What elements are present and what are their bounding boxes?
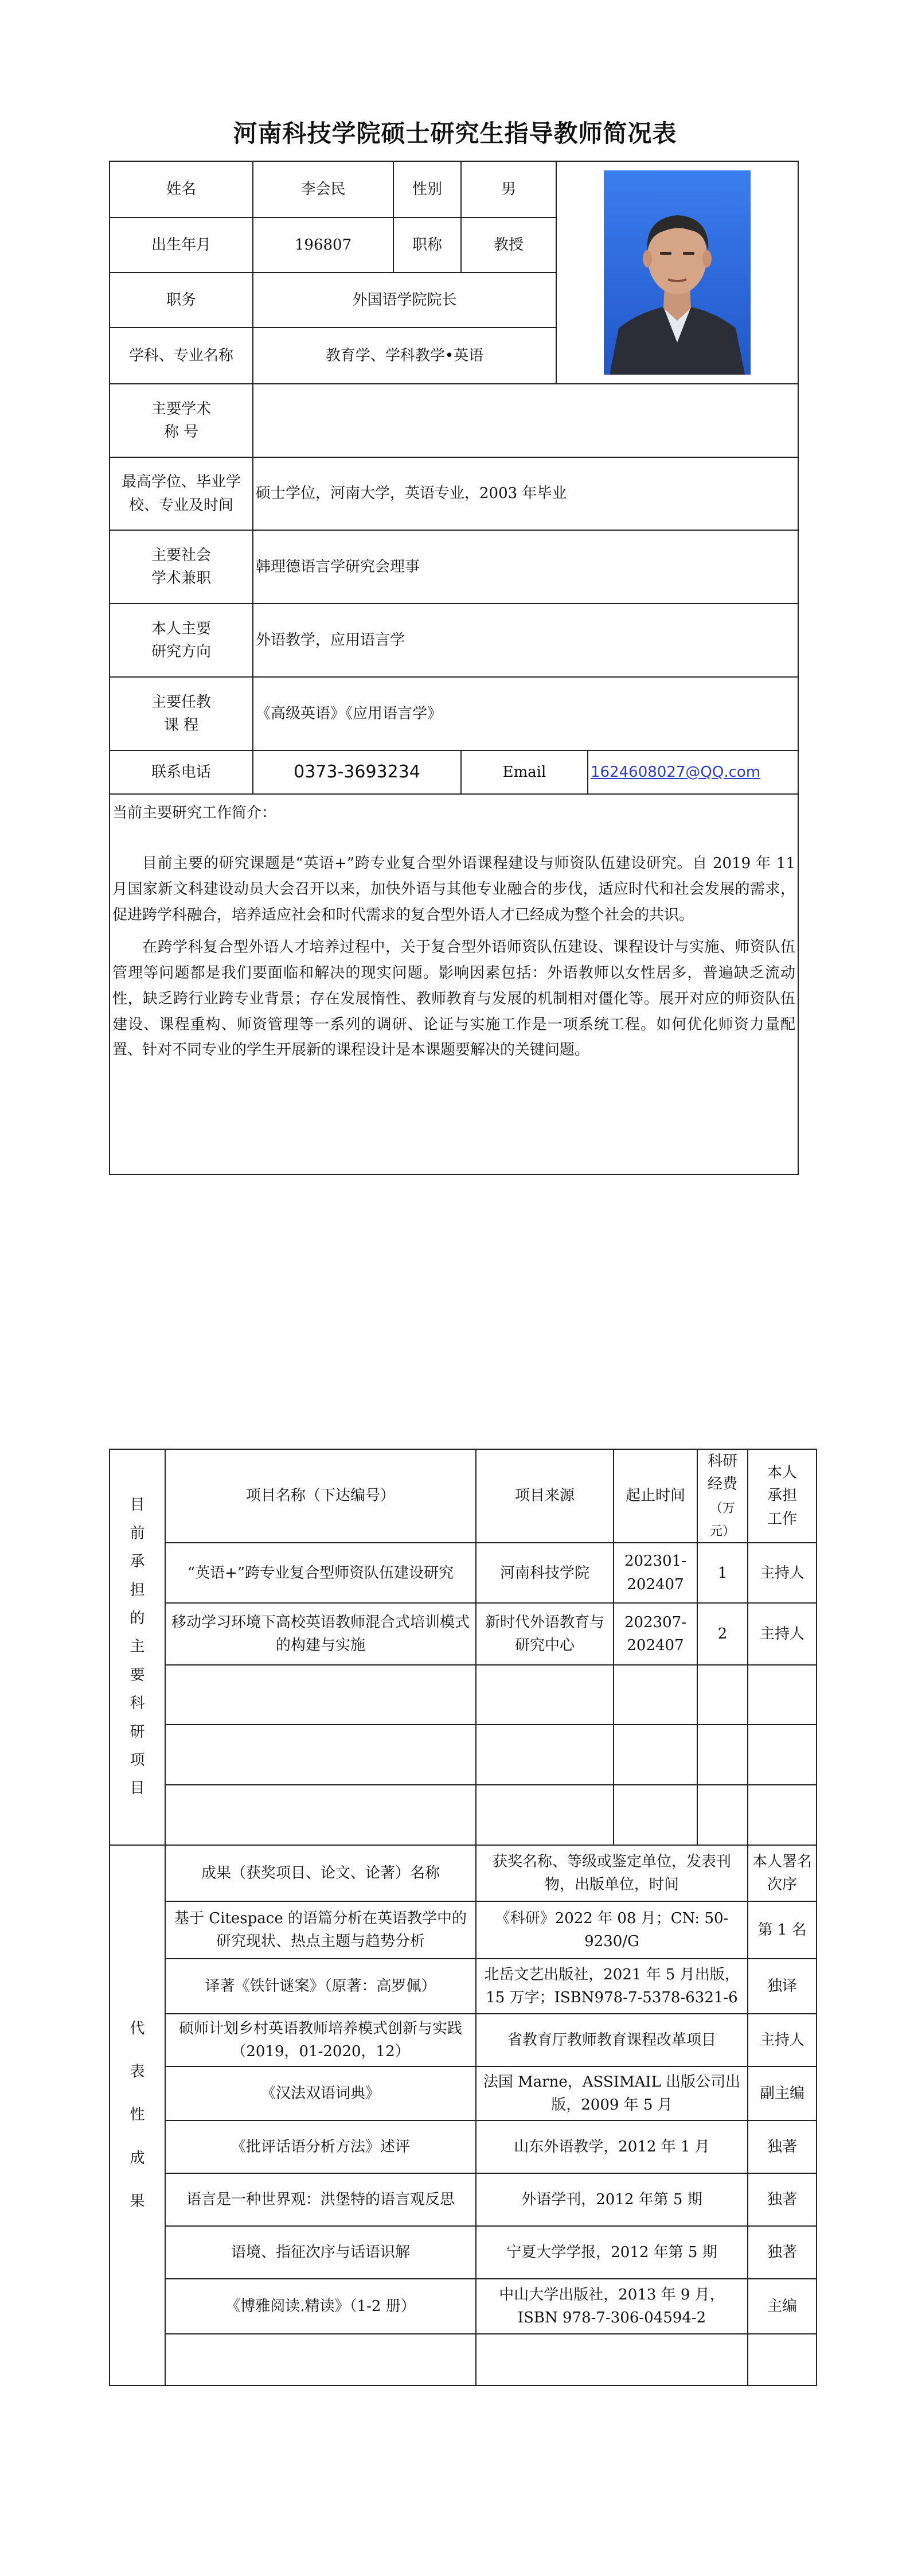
projects-label-char: 主	[130, 1638, 145, 1656]
achievements-label-char: 表	[130, 2063, 145, 2081]
courses-label-line2: 课 程	[163, 717, 199, 734]
table-row-empty	[110, 1665, 817, 1725]
project-period	[614, 1543, 697, 1603]
projects-label-char: 目	[130, 1496, 145, 1514]
portrait-photo	[604, 170, 751, 375]
research-label-line1: 本人主要	[151, 620, 211, 637]
phone-label: 联系电话	[110, 750, 253, 794]
project-name: 移动学习环境下高校英语教师混合式培训模式的构建与实施	[165, 1603, 476, 1665]
empty-cell	[614, 1665, 697, 1725]
achievements-label-char: 性	[130, 2106, 145, 2124]
projects-label-char: 要	[130, 1666, 145, 1684]
empty-cell	[614, 1725, 697, 1785]
table-row	[110, 2279, 817, 2334]
achievements-label-char: 果	[130, 2193, 145, 2211]
table-row	[110, 1959, 817, 2014]
achievements-label-char: 代	[130, 2019, 145, 2037]
table-row	[110, 2120, 817, 2173]
research-value: 外语教学，应用语言学	[253, 604, 798, 677]
empty-cell	[697, 1665, 748, 1725]
table-row-empty	[110, 1725, 817, 1785]
empty-cell	[748, 1665, 817, 1725]
empty-cell	[476, 1785, 614, 1845]
projects-label-char: 担	[130, 1581, 145, 1599]
projects-header-period: 起止时间	[614, 1449, 697, 1543]
project-source: 河南科技学院	[476, 1543, 614, 1603]
project-period-end: 202407	[627, 1637, 684, 1655]
empty-cell	[476, 1665, 614, 1725]
achievement-order: 独著	[748, 2226, 817, 2279]
research-intro-heading: 当前主要研究工作简介：	[112, 804, 277, 822]
table-row	[110, 1603, 817, 1665]
discipline-value: 教育学、学科教学•英语	[253, 328, 556, 384]
achievement-publisher: 《科研》2022 年 08 月；CN: 50-9230/G	[476, 1901, 748, 1959]
table-row-empty	[110, 2334, 817, 2386]
empty-cell	[697, 1785, 748, 1845]
role-header-line1: 本人	[767, 1464, 797, 1482]
gender-label: 性别	[393, 161, 461, 217]
courses-value: 《高级英语》《应用语言学》	[253, 677, 798, 750]
table-row	[110, 1901, 817, 1959]
name-label: 姓名	[110, 161, 253, 217]
achievement-order: 独著	[748, 2173, 817, 2226]
empty-cell	[476, 2334, 748, 2386]
academic-title-label-line2: 称 号	[163, 423, 199, 441]
degree-label	[110, 457, 253, 530]
projects-label-char: 项	[130, 1751, 145, 1769]
society-label-line1: 主要社会	[151, 546, 211, 564]
achievement-name: 基于 Citespace 的语篇分析在英语教学中的研究现状、热点主题与趋势分析	[165, 1901, 476, 1959]
degree-label-line2: 校、专业及时间	[128, 496, 233, 514]
duty-label: 职务	[110, 273, 253, 328]
empty-cell	[748, 2334, 817, 2386]
society-label	[110, 530, 253, 604]
achievement-publisher: 北岳文艺出版社，2021 年 5 月出版，15 万字；ISBN978-7-5378-6321-6	[476, 1959, 748, 2014]
academic-title-label	[110, 384, 253, 457]
photo-cell	[556, 161, 798, 384]
empty-cell	[614, 1785, 697, 1845]
research-intro-paragraph-2: 在跨学科复合型外语人才培养过程中，关于复合型外语师资队伍建设、课程设计与实施、师资队伍管理等问题都是我们要面临和解决的现实问题。影响因素包括：外语教师以女性居多，普遍缺乏流动性，缺乏跨行业跨专业背景；存在发展惰性、教师教育与发展的机制相对僵化等。展开对应的师资队伍建设、课程重构、师资管理等一系列的调研、论证与实施工作是一项系统工程。如何优化师资力量配置、针对不同专业的学生开展新的课程设计是本课题要解决的关键问题。	[112, 939, 795, 1059]
empty-cell	[748, 1785, 817, 1845]
projects-header-name: 项目名称（下达编号）	[165, 1449, 476, 1543]
table-row	[110, 2014, 817, 2067]
achievement-name: 硕师计划乡村英语教师培养模式创新与实践（2019，01-2020，12）	[165, 2014, 476, 2067]
empty-cell	[165, 1665, 476, 1725]
achievement-publisher: 法国 Marne，ASSIMAIL 出版公司出版，2009 年 5 月	[476, 2067, 748, 2120]
project-role: 主持人	[748, 1603, 817, 1665]
project-period	[614, 1603, 697, 1665]
project-period-end: 202407	[627, 1575, 684, 1593]
achievements-header-name: 成果（获奖项目、论文、论著）名称	[165, 1845, 476, 1901]
table-row	[110, 1543, 817, 1603]
project-name: “英语+”跨专业复合型师资队伍建设研究	[165, 1543, 476, 1603]
phone-value: 0373-3693234	[253, 750, 461, 794]
society-value: 韩理德语言学研究会理事	[253, 530, 798, 604]
degree-label-line1: 最高学位、毕业学	[121, 473, 241, 491]
projects-label-char: 目	[130, 1780, 145, 1797]
achievement-order: 第 1 名	[748, 1901, 817, 1959]
achievement-name: 语境、指征次序与话语识解	[165, 2226, 476, 2279]
degree-value: 硕士学位，河南大学，英语专业，2003 年毕业	[253, 457, 798, 530]
achievements-header-order: 本人署名次序	[748, 1845, 817, 1901]
achievement-name: 《批评话语分析方法》述评	[165, 2120, 476, 2173]
table-row	[110, 2226, 817, 2279]
achievement-publisher: 宁夏大学学报，2012 年第 5 期	[476, 2226, 748, 2279]
achievements-label-char: 成	[130, 2149, 145, 2167]
table-row-empty	[110, 1785, 817, 1845]
discipline-label: 学科、专业名称	[110, 328, 253, 384]
rank-label: 职称	[393, 217, 461, 273]
empty-cell	[165, 2334, 476, 2386]
projects-section-label	[110, 1449, 165, 1845]
projects-header-funding	[697, 1449, 748, 1543]
birth-value: 196807	[253, 217, 393, 273]
projects-label-char: 科	[130, 1695, 145, 1713]
project-role: 主持人	[748, 1543, 817, 1603]
funding-header-line1: 科研	[707, 1453, 737, 1470]
rank-value: 教授	[461, 217, 556, 273]
society-label-line2: 学术兼职	[151, 570, 211, 587]
courses-label	[110, 677, 253, 750]
achievement-publisher: 外语学刊，2012 年第 5 期	[476, 2173, 748, 2226]
courses-label-line1: 主要任教	[151, 693, 211, 711]
email-link[interactable]: 1624608027@QQ.com	[591, 763, 761, 781]
projects-label-char: 前	[130, 1524, 145, 1542]
achievement-name: 语言是一种世界观：洪堡特的语言观反思	[165, 2173, 476, 2226]
achievement-order: 独译	[748, 1959, 817, 2014]
empty-cell	[748, 1725, 817, 1785]
research-label	[110, 604, 253, 677]
project-source: 新时代外语教育与研究中心	[476, 1603, 614, 1665]
projects-achievements-table	[109, 1449, 817, 2386]
page-title: 河南科技学院硕士研究生指导教师简况表	[233, 119, 677, 147]
role-header-line3: 工作	[767, 1510, 797, 1528]
project-funding: 2	[697, 1603, 748, 1665]
research-intro-paragraph-1: 目前主要的研究课题是“英语+”跨专业复合型外语课程建设与师资队伍建设研究。自 2019 年 11 月国家新文科建设动员大会召开以来，加快外语与其他专业融合的步伐，适应时代和社会发展的需求，促进跨学科融合，培养适应社会和时代需求的复合型外语人才已经成为整个社会的共识。	[112, 855, 795, 924]
achievement-publisher: 中山大学出版社，2013 年 9 月，ISBN 978-7-306-04594-2	[476, 2279, 748, 2334]
achievement-publisher: 山东外语教学，2012 年 1 月	[476, 2120, 748, 2173]
projects-label-char: 研	[130, 1723, 145, 1741]
achievement-name: 《博雅阅读.精读》（1-2 册）	[165, 2279, 476, 2334]
gender-value: 男	[461, 161, 556, 217]
projects-label-char: 的	[130, 1610, 145, 1627]
table-row	[110, 2067, 817, 2120]
projects-label-char: 承	[130, 1553, 145, 1571]
funding-header-line3: （万元）	[709, 1501, 735, 1539]
project-period-start: 202301-	[624, 1552, 687, 1570]
empty-cell	[165, 1785, 476, 1845]
achievement-name: 《汉法双语词典》	[165, 2067, 476, 2120]
academic-title-value	[253, 384, 798, 457]
funding-header-line2: 经费	[707, 1476, 737, 1493]
projects-header-source: 项目来源	[476, 1449, 614, 1543]
research-intro	[110, 794, 798, 1174]
achievement-name: 译著《铁针谜案》（原著：高罗佩）	[165, 1959, 476, 2014]
achievement-order: 副主编	[748, 2067, 817, 2120]
empty-cell	[697, 1725, 748, 1785]
name-value: 李会民	[253, 161, 393, 217]
empty-cell	[165, 1725, 476, 1785]
achievement-publisher: 省教育厅教师教育课程改革项目	[476, 2014, 748, 2067]
project-period-start: 202307-	[624, 1613, 687, 1631]
academic-title-label-line1: 主要学术	[151, 400, 211, 418]
project-funding: 1	[697, 1543, 748, 1603]
achievements-header-publisher: 获奖名称、等级或鉴定单位，发表刊物，出版单位，时间	[476, 1845, 748, 1901]
profile-table	[109, 161, 799, 1175]
table-row	[110, 2173, 817, 2226]
achievements-section-label	[110, 1845, 165, 2386]
role-header-line2: 承担	[767, 1487, 797, 1505]
achievement-order: 独著	[748, 2120, 817, 2173]
birth-label: 出生年月	[110, 217, 253, 273]
achievement-order: 主持人	[748, 2014, 817, 2067]
email-cell	[588, 750, 798, 794]
email-label: Email	[461, 750, 588, 794]
duty-value: 外国语学院院长	[253, 273, 556, 328]
projects-header-role	[748, 1449, 817, 1543]
empty-cell	[476, 1725, 614, 1785]
achievement-order: 主编	[748, 2279, 817, 2334]
research-label-line2: 研究方向	[151, 643, 211, 660]
